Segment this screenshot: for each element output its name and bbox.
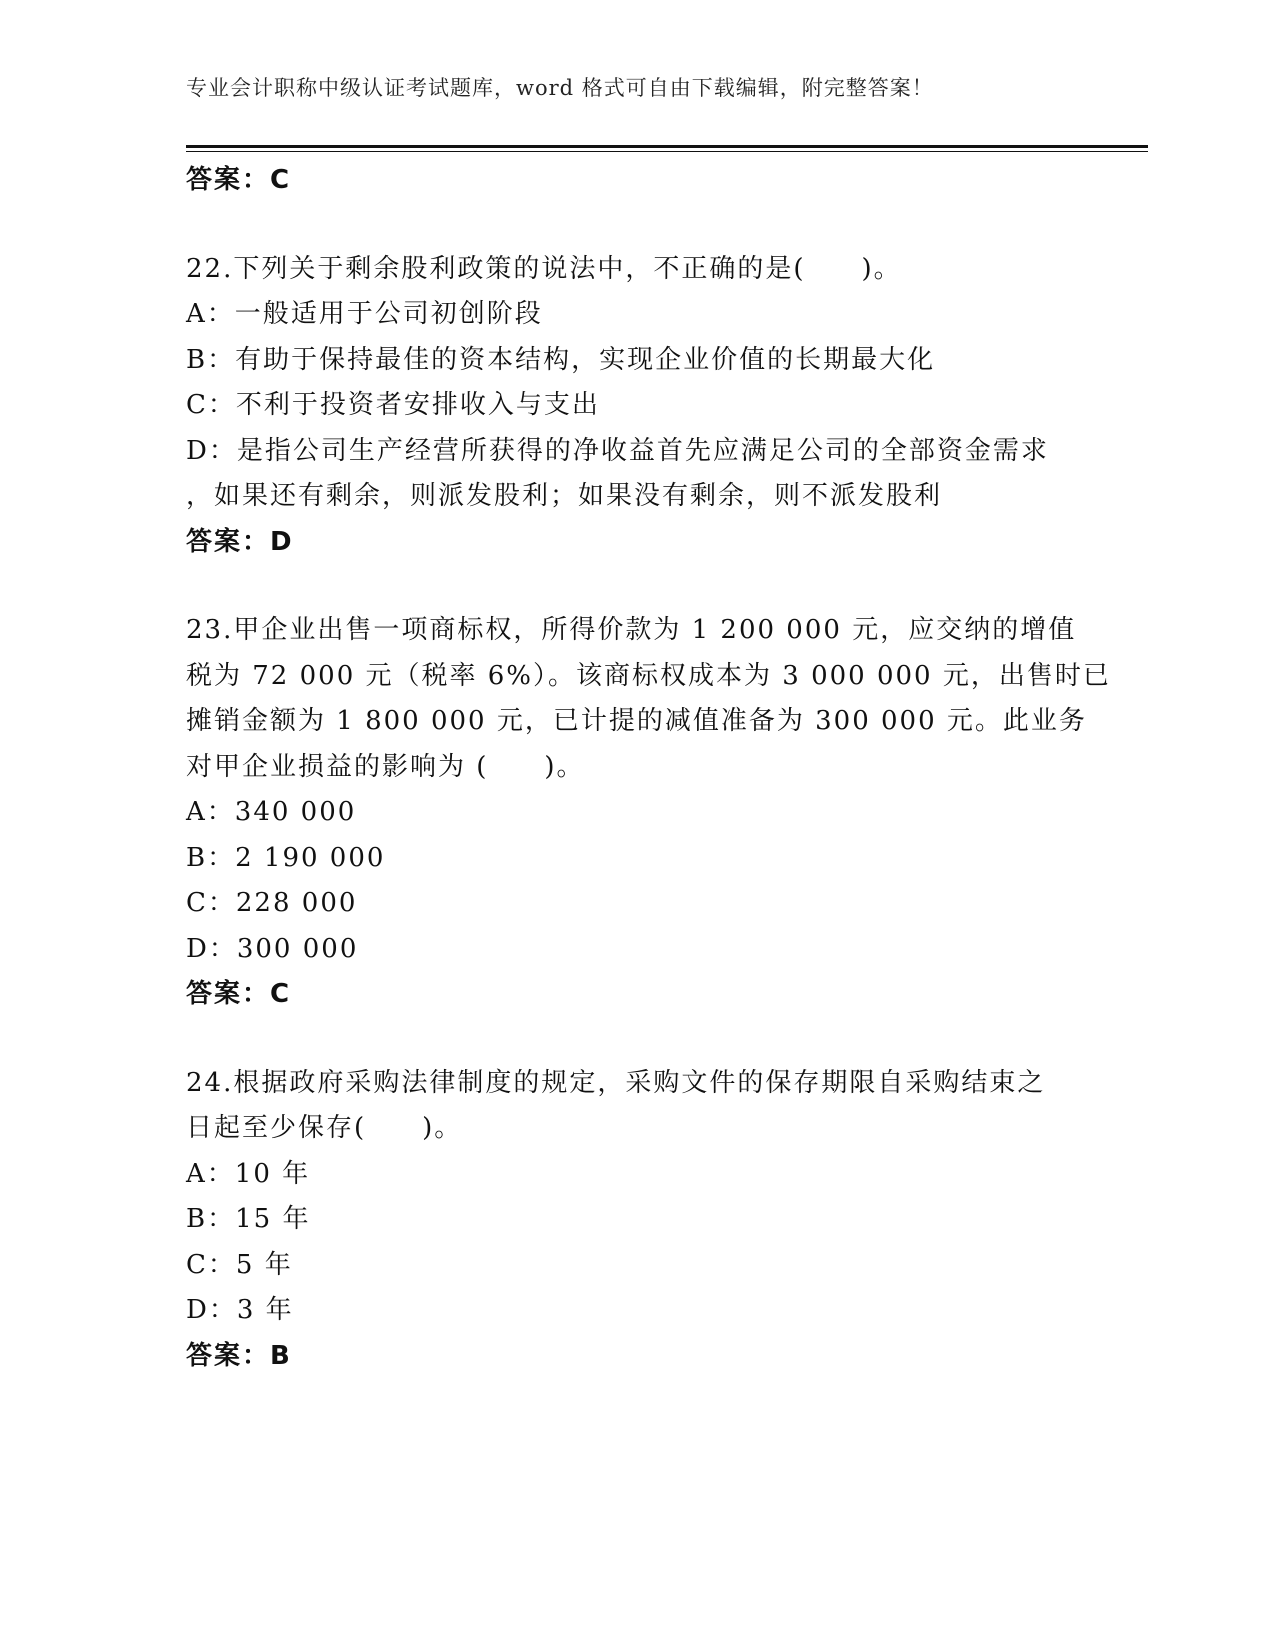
option-b: B：15 年 bbox=[186, 1204, 311, 1234]
option-b: B：2 190 000 bbox=[186, 842, 386, 873]
spacer bbox=[186, 204, 1086, 247]
option-c: C：不利于投资者安排收入与支出 bbox=[186, 390, 600, 420]
option-d: D：300 000 bbox=[186, 933, 359, 964]
option-c: C：5 年 bbox=[186, 1249, 293, 1280]
question-content bbox=[186, 158, 1111, 1379]
answer-q21: 答案：C bbox=[186, 165, 292, 195]
option-d-continued: ，如果还有剩余，则派发股利；如果没有剩余，则不派发股利 bbox=[186, 481, 943, 511]
answer-q23: 答案：C bbox=[186, 979, 292, 1009]
option-a: A：10 年 bbox=[186, 1158, 311, 1189]
spacer bbox=[186, 1018, 1086, 1061]
answer-q22: 答案：D bbox=[186, 526, 294, 557]
spacer bbox=[186, 565, 1086, 608]
question-22 bbox=[186, 247, 1086, 566]
header-rule-thin bbox=[186, 151, 1148, 152]
option-a: A：340 000 bbox=[186, 797, 357, 827]
question-stem: 对甲企业损益的影响为 ( )。 bbox=[186, 751, 585, 782]
option-d: D：3 年 bbox=[186, 1295, 294, 1325]
option-c: C：228 000 bbox=[186, 888, 358, 918]
option-a: A：一般适用于公司初创阶段 bbox=[186, 299, 543, 329]
header-rule-thick bbox=[186, 145, 1148, 148]
question-stem: 23.甲企业出售一项商标权，所得价款为 1 200 000 元，应交纳的增值 bbox=[186, 615, 1077, 645]
question-stem: 24.根据政府采购法律制度的规定，采购文件的保存期限自采购结束之 bbox=[186, 1067, 1046, 1098]
question-stem: 摊销金额为 1 800 000 元，已计提的减值准备为 300 000 元。此业务 bbox=[186, 706, 1087, 736]
page-header: 专业会计职称中级认证考试题库，word 格式可自由下载编辑，附完整答案！ bbox=[186, 76, 934, 100]
question-stem: 日起至少保存( )。 bbox=[186, 1113, 463, 1143]
question-stem: 税为 72 000 元（税率 6%）。该商标权成本为 3 000 000 元，出售时已 bbox=[186, 660, 1111, 691]
answer-q24: 答案：B bbox=[186, 1340, 292, 1371]
question-23 bbox=[186, 608, 1111, 1018]
option-d: D：是指公司生产经营所获得的净收益首先应满足公司的全部资金需求 bbox=[186, 435, 1049, 466]
option-b: B：有助于保持最佳的资本结构，实现企业价值的长期最大化 bbox=[186, 344, 936, 375]
question-24 bbox=[186, 1061, 1086, 1380]
question-stem: 22.下列关于剩余股利政策的说法中，不正确的是( )。 bbox=[186, 253, 902, 284]
